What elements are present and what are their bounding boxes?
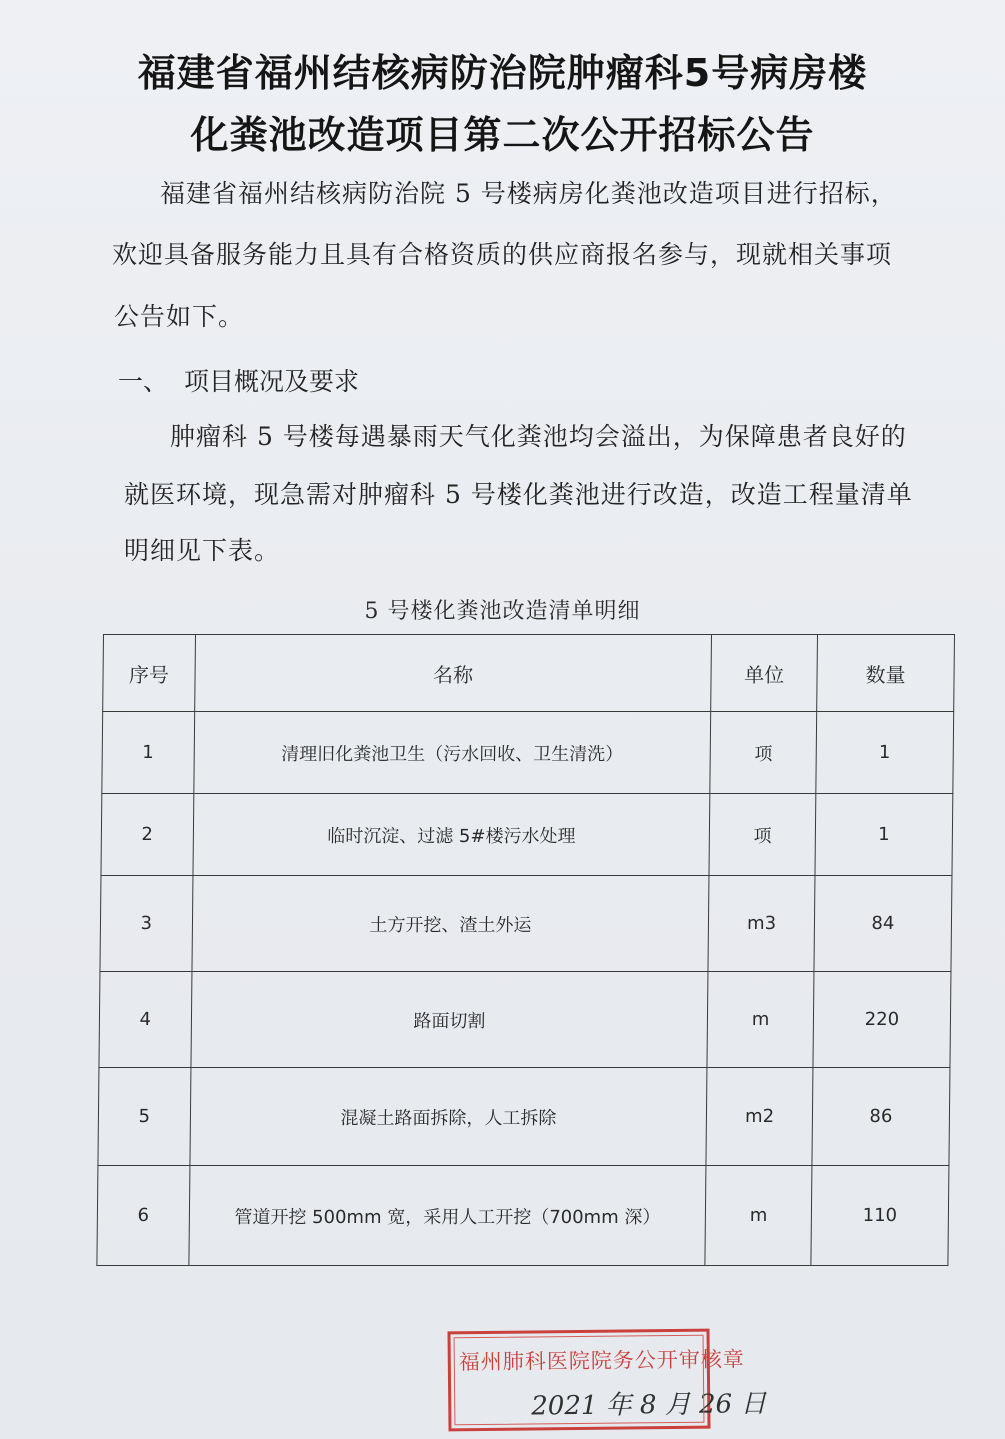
- header-name: 名称: [194, 635, 712, 712]
- bill-of-quantities-table: [96, 634, 955, 1266]
- table-header-row: [103, 635, 955, 712]
- cell-unit: 项: [709, 794, 815, 876]
- cell-name: 管道开挖 500mm 宽，采用人工开挖（700mm 深）: [189, 1166, 707, 1266]
- body-line-2: 就医环境，现急需对肿瘤科 5 号楼化粪池进行改造，改造工程量清单: [124, 480, 913, 509]
- cell-unit: m2: [706, 1068, 813, 1166]
- table-row: [100, 876, 952, 972]
- cell-name: 临时沉淀、过滤 5#楼污水处理: [193, 794, 711, 876]
- body-line-3: 明细见下表。: [124, 536, 281, 565]
- section-title: 项目概况及要求: [184, 367, 360, 396]
- intro-line-2: 欢迎具备服务能力且具有合格资质的供应商报名参与，现就相关事项: [112, 240, 893, 269]
- cell-qty: 110: [811, 1166, 949, 1266]
- cell-no: 5: [98, 1068, 191, 1166]
- cell-no: 6: [97, 1166, 190, 1266]
- cell-unit: m: [705, 1166, 812, 1266]
- section-heading: [118, 362, 359, 398]
- header-unit: 单位: [711, 635, 817, 712]
- title-line-2: 化粪池改造项目第二次公开招标公告: [190, 113, 815, 157]
- header-no: 序号: [103, 635, 195, 712]
- cell-unit: m: [707, 972, 814, 1068]
- cell-qty: 1: [815, 794, 953, 876]
- stamp-date: 2021 年 8 月 26 日: [531, 1389, 767, 1422]
- table-caption: 5 号楼化粪池改造清单明细: [364, 599, 641, 624]
- cell-name: 土方开挖、渣土外运: [192, 876, 710, 972]
- table-row: [99, 972, 951, 1068]
- approval-stamp: [447, 1329, 767, 1432]
- table-row: [101, 794, 953, 876]
- cell-unit: m3: [708, 876, 815, 972]
- cell-no: 3: [100, 876, 193, 972]
- cell-qty: 84: [814, 876, 952, 972]
- intro-line-3: 公告如下。: [114, 302, 245, 331]
- intro-line-1: 福建省福州结核病防治院 5 号楼病房化粪池改造项目进行招标，: [160, 179, 897, 208]
- header-qty: 数量: [817, 635, 955, 712]
- table-row: [102, 712, 954, 794]
- cell-name: 路面切割: [191, 972, 709, 1068]
- cell-name: 清理旧化粪池卫生（污水回收、卫生清洗）: [193, 712, 711, 794]
- stamp-text: 福州肺科医院院务公开审核章: [458, 1347, 745, 1375]
- cell-unit: 项: [710, 712, 816, 794]
- cell-no: 2: [101, 794, 194, 876]
- title-line-1: 福建省福州结核病防治院肿瘤科5号病房楼: [137, 51, 868, 95]
- cell-qty: 1: [816, 712, 954, 794]
- body-line-1: 肿瘤科 5 号楼每遇暴雨天气化粪池均会溢出，为保障患者良好的: [170, 422, 907, 451]
- cell-qty: 86: [812, 1068, 950, 1166]
- section-number: 一、: [118, 367, 169, 396]
- table-row: [98, 1068, 950, 1166]
- table-row: [97, 1166, 949, 1266]
- cell-no: 4: [99, 972, 192, 1068]
- cell-qty: 220: [813, 972, 951, 1068]
- cell-no: 1: [102, 712, 195, 794]
- cell-name: 混凝土路面拆除，人工拆除: [190, 1068, 708, 1166]
